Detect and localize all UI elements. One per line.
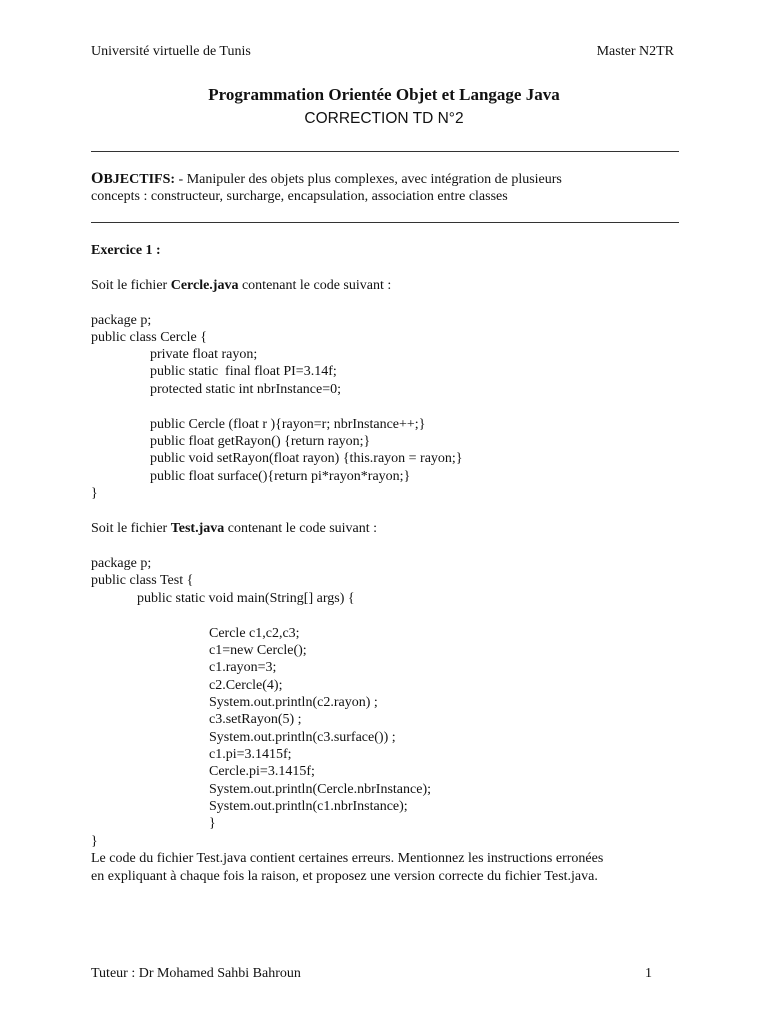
test-code-line: } [91, 834, 98, 849]
cercle-code-line: public class Cercle { [91, 330, 207, 345]
intro-test-before: Soit le fichier [91, 521, 171, 536]
objectives-text-line2: concepts : constructeur, surcharge, encapsulation, association entre classes [91, 189, 508, 205]
cercle-code-line: public float surface(){return pi*rayon*rayon;} [150, 469, 411, 484]
test-code-line: Cercle c1,c2,c3; [209, 626, 300, 641]
cercle-code-line: public Cercle (float r ){rayon=r; nbrInstance++;} [150, 417, 426, 432]
page-title: Programmation Orientée Objet et Langage Java [208, 85, 560, 104]
intro-test-after: contenant le code suivant : [224, 521, 378, 536]
exercise-title: Exercice 1 : [91, 243, 161, 258]
divider-top [91, 151, 679, 152]
test-code-line: System.out.println(c1.nbrInstance); [209, 799, 408, 814]
cercle-code-line: protected static int nbrInstance=0; [150, 382, 341, 397]
test-code-line: System.out.println(c3.surface()) ; [209, 730, 396, 745]
intro-cercle-after: contenant le code suivant : [238, 278, 392, 293]
objectives-block [91, 170, 681, 206]
objectives-text-line1: - Manipuler des objets plus complexes, avec intégration de plusieurs [175, 172, 562, 187]
test-code-line: package p; [91, 556, 152, 571]
header-program: Master N2TR [596, 44, 674, 59]
intro-cercle [91, 277, 391, 294]
test-code-line: System.out.println(Cercle.nbrInstance); [209, 782, 431, 797]
test-code-line: c1=new Cercle(); [209, 643, 307, 658]
cercle-code-line: private float rayon; [150, 347, 258, 362]
test-code-line: public static void main(String[] args) { [137, 591, 355, 606]
test-code-line: c2.Cercle(4); [209, 678, 283, 693]
cercle-code-line: public float getRayon() {return rayon;} [150, 434, 371, 449]
test-code-line: c3.setRayon(5) ; [209, 712, 302, 727]
footer-tutor: Tuteur : Dr Mohamed Sahbi Bahroun [91, 966, 301, 981]
page-number: 1 [645, 966, 652, 981]
cercle-code-line: public void setRayon(float rayon) {this.rayon = rayon;} [150, 451, 463, 466]
divider-bottom [91, 222, 679, 223]
cercle-code-line: public static final float PI=3.14f; [150, 364, 337, 379]
intro-cercle-before: Soit le fichier [91, 278, 171, 293]
question-line: en expliquant à chaque fois la raison, et proposez une version correcte du fichier Test.java. [91, 869, 598, 884]
test-code-line: public class Test { [91, 573, 194, 588]
cercle-code-line: } [91, 486, 98, 501]
page-subtitle: CORRECTION TD N°2 [304, 110, 464, 127]
header-university: Université virtuelle de Tunis [91, 44, 251, 59]
intro-test-file: Test.java [170, 521, 225, 536]
intro-cercle-file: Cercle.java [170, 278, 239, 293]
intro-test [91, 520, 377, 537]
test-code-line: System.out.println(c2.rayon) ; [209, 695, 378, 710]
test-code-line: c1.pi=3.1415f; [209, 747, 292, 762]
objectives-label-rest: BJECTIFS: [103, 172, 176, 187]
question-line: Le code du fichier Test.java contient certaines erreurs. Mentionnez les instructions erronées [91, 851, 604, 866]
test-code-line: } [209, 816, 216, 831]
cercle-code-line: package p; [91, 313, 152, 328]
objectives-initial: O [91, 170, 104, 187]
objectives-label [91, 172, 175, 187]
test-code-line: Cercle.pi=3.1415f; [209, 764, 315, 779]
test-code-line: c1.rayon=3; [209, 660, 277, 675]
